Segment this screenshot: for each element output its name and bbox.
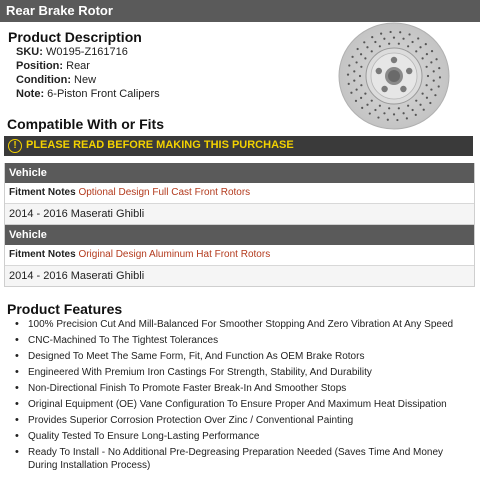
vehicle-block-2 bbox=[4, 225, 475, 287]
position-label: Position: bbox=[16, 60, 64, 72]
feature-item: • Quality Tested To Ensure Long-Lasting Performance bbox=[14, 430, 474, 443]
condition-label: Condition: bbox=[16, 74, 71, 86]
sku-value: W0195-Z161716 bbox=[45, 46, 128, 58]
note-value: 6-Piston Front Calipers bbox=[47, 88, 160, 100]
feature-item: • Engineered With Premium Iron Castings For Strength, Stability, And Durability bbox=[14, 366, 474, 379]
fitment-notes-row bbox=[5, 183, 474, 204]
feature-item: • 100% Precision Cut And Mill-Balanced For Smoother Stopping And Zero Vibration At Any Speed bbox=[14, 318, 474, 331]
position-value: Rear bbox=[66, 60, 90, 72]
feature-item: • Non-Directional Finish To Promote Faster Break-In And Smoother Stops bbox=[14, 382, 474, 395]
features-list bbox=[14, 318, 474, 475]
fitment-notes-value: Optional Design Full Cast Front Rotors bbox=[78, 187, 251, 198]
feature-item: • Ready To Install - No Additional Pre-Degreasing Preparation Needed (Saves Time And Money During Installation Process) bbox=[14, 446, 474, 472]
vehicle-years: 2014 - 2016 Maserati Ghibli bbox=[5, 266, 474, 286]
feature-item: • Provides Superior Corrosion Protection Over Zinc / Conventional Painting bbox=[14, 414, 474, 427]
brake-rotor-image bbox=[338, 22, 450, 130]
position-row bbox=[16, 59, 160, 73]
fitment-notes-label: Fitment Notes bbox=[9, 249, 76, 260]
description-heading: Product Description bbox=[8, 29, 142, 45]
vehicle-header: Vehicle bbox=[5, 225, 474, 245]
page-title: Rear Brake Rotor bbox=[6, 3, 113, 18]
product-description bbox=[8, 29, 160, 101]
condition-row bbox=[16, 73, 160, 87]
condition-value: New bbox=[74, 74, 97, 86]
feature-item: • CNC-Machined To The Tightest Tolerances bbox=[14, 334, 474, 347]
vehicle-header: Vehicle bbox=[5, 163, 474, 183]
features-heading: Product Features bbox=[7, 301, 123, 317]
title-bar bbox=[0, 0, 480, 22]
compatibility-heading: Compatible With or Fits bbox=[7, 116, 164, 132]
note-label: Note: bbox=[16, 88, 45, 100]
feature-item: • Original Equipment (OE) Vane Configuration To Ensure Proper And Maximum Heat Dissipation bbox=[14, 398, 474, 411]
vehicle-block-1 bbox=[4, 163, 475, 225]
note-row bbox=[16, 87, 160, 101]
sku-label: SKU: bbox=[16, 46, 43, 58]
feature-item: • Designed To Meet The Same Form, Fit, And Function As OEM Brake Rotors bbox=[14, 350, 474, 363]
fitment-notes-value: Original Design Aluminum Hat Front Rotors bbox=[78, 249, 271, 260]
sku-row bbox=[16, 45, 160, 59]
purchase-warning-banner bbox=[4, 136, 473, 156]
warning-icon: ! bbox=[8, 139, 22, 153]
fitment-notes-row bbox=[5, 245, 474, 266]
warning-text: PLEASE READ BEFORE MAKING THIS PURCHASE bbox=[26, 139, 294, 151]
vehicle-years: 2014 - 2016 Maserati Ghibli bbox=[5, 204, 474, 224]
fitment-notes-label: Fitment Notes bbox=[9, 187, 76, 198]
